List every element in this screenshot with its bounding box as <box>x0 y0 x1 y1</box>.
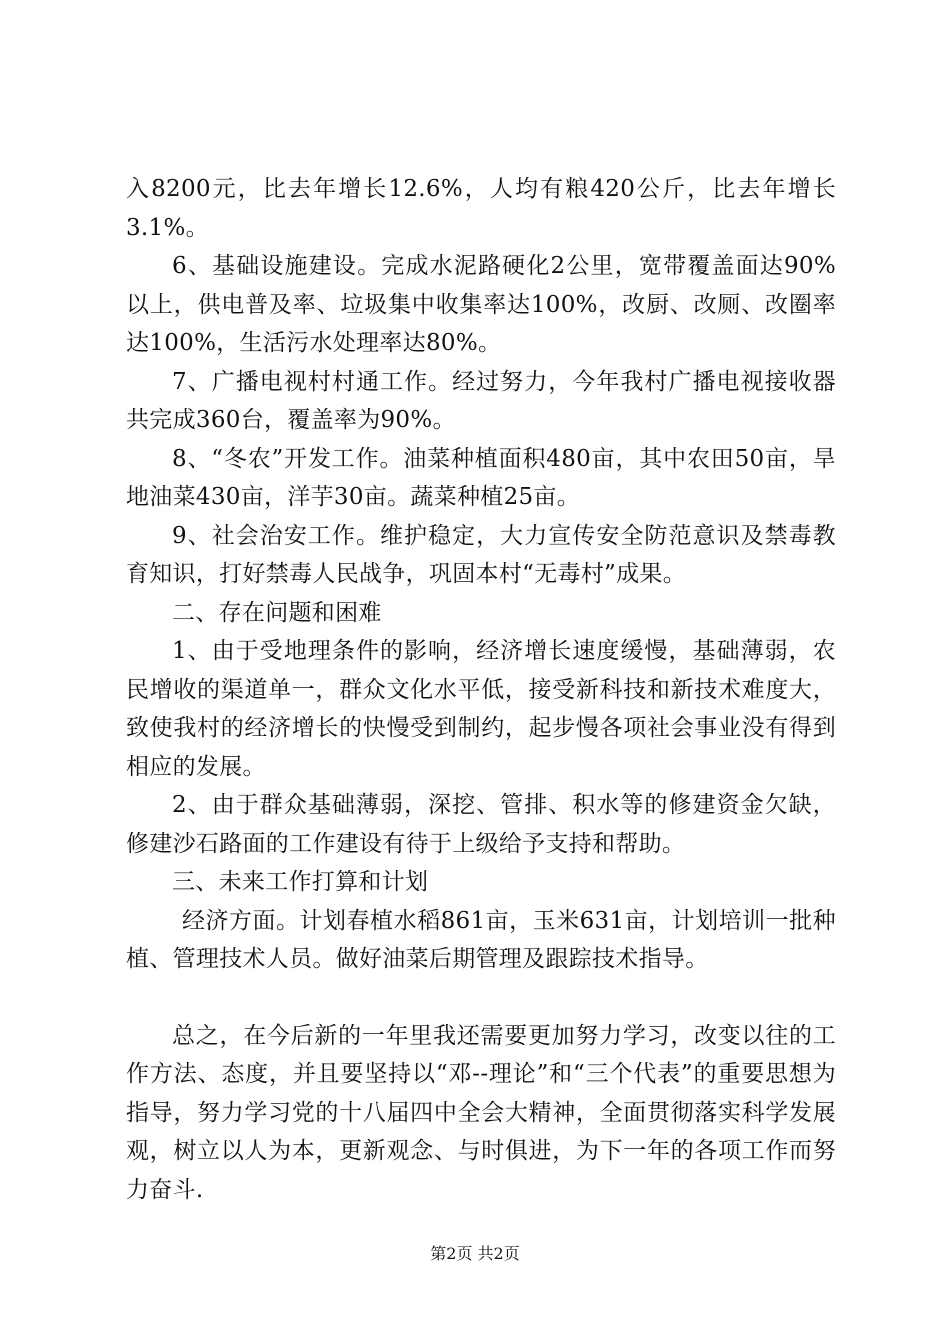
page-footer: 第2页 共2页 <box>430 1244 520 1263</box>
paragraph-income-continued: 入8200元，比去年增长12.6%，人均有粮420公斤，比去年增长3.1%。 <box>126 176 836 241</box>
paragraph-broadcast: 7、广播电视村村通工作。经过努力，今年我村广播电视接收器共完成360台，覆盖率为90%。 <box>126 368 836 433</box>
paragraph-winter-agriculture: 8、“冬农”开发工作。油菜种植面积480亩，其中农田50亩，旱地油菜430亩，洋芋30亩。蔬菜种植25亩。 <box>126 445 836 510</box>
paragraph-problem-2: 2、由于群众基础薄弱，深挖、管排、积水等的修建资金欠缺，修建沙石路面的工作建设有待于上级给予支持和帮助。 <box>126 792 836 857</box>
section-heading-plans: 三、未来工作打算和计划 <box>172 869 429 895</box>
paragraph-gap <box>126 979 836 1017</box>
document-body <box>126 170 836 1209</box>
paragraph-problem-1: 1、由于受地理条件的影响，经济增长速度缓慢，基础薄弱，农民增收的渠道单一，群众文化水平低，接受新科技和新技术难度大，致使我村的经济增长的快慢受到制约，起步慢各项社会事业没有得到相应的发展。 <box>126 638 836 780</box>
section-heading-problems: 二、存在问题和困难 <box>172 599 382 626</box>
paragraph-public-security: 9、社会治安工作。维护稳定，大力宣传安全防范意识及禁毒教育知识，打好禁毒人民战争，巩固本村“无毒村”成果。 <box>126 522 836 587</box>
paragraph-infrastructure: 6、基础设施建设。完成水泥路硬化2公里，宽带覆盖面达90%以上，供电普及率、垃圾集中收集率达100%，改厨、改厕、改圈率达100%，生活污水处理率达80%。 <box>126 253 836 356</box>
paragraph-economic-plan: 经济方面。计划春植水稻861亩，玉米631亩，计划培训一批种植、管理技术人员。做好油菜后期管理及跟踪技术指导。 <box>126 907 836 972</box>
paragraph-conclusion: 总之，在今后新的一年里我还需要更加努力学习，改变以往的工作方法、态度，并且要坚持以“邓--理论”和“三个代表”的重要思想为指导，努力学习党的十八届四中全会大精神，全面贯彻落实科学发展观，树立以人为本，更新观念、与时俱进，为下一年的各项工作而努力奋斗. <box>126 1022 836 1203</box>
